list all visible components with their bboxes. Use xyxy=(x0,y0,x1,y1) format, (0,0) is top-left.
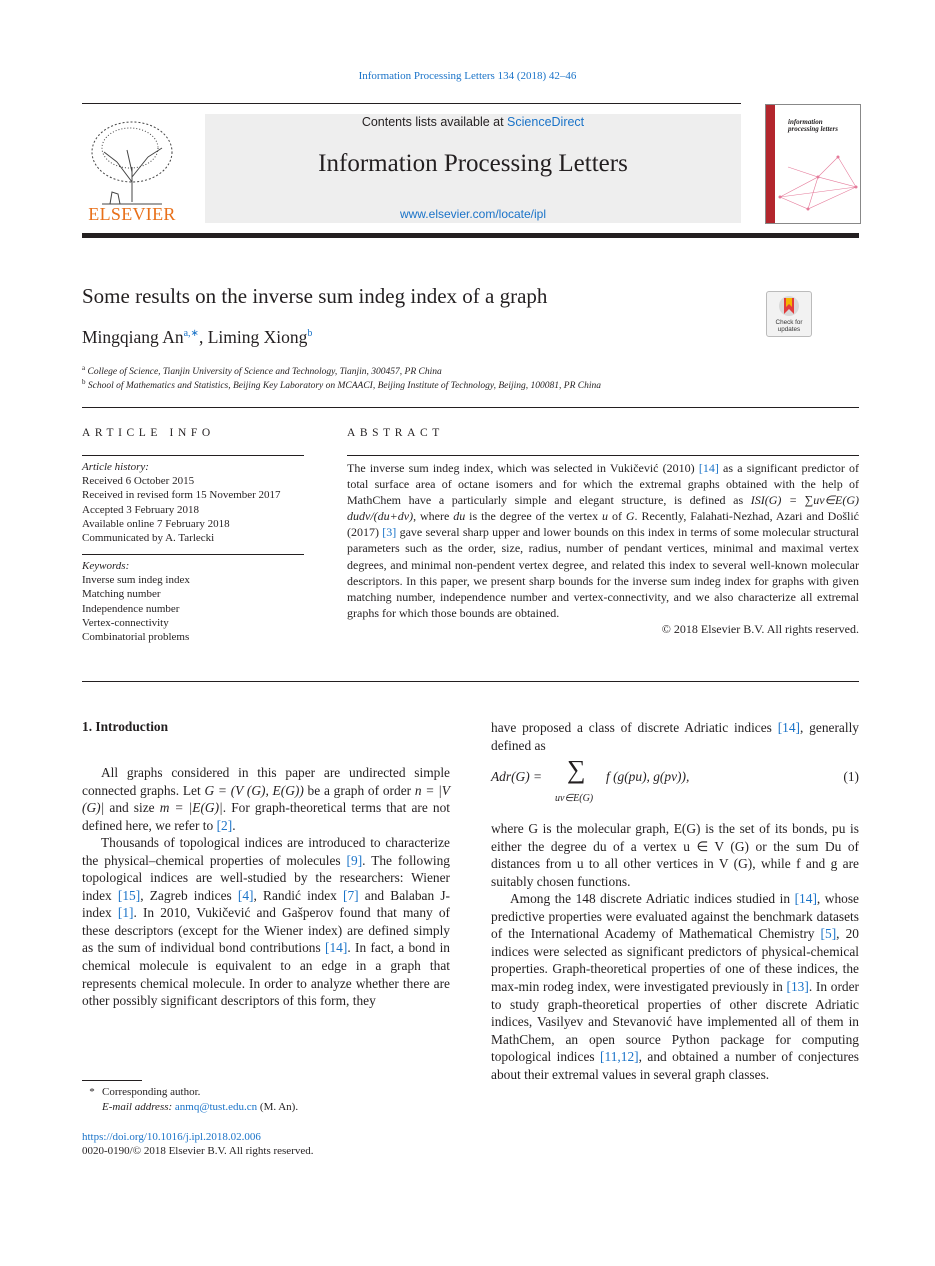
abstract-rule xyxy=(347,455,859,456)
journal-reference[interactable]: Information Processing Letters 134 (2018) 42–46 xyxy=(358,70,577,82)
citation-link[interactable]: [2] xyxy=(216,817,233,833)
header-rule xyxy=(82,103,741,104)
history-item: Communicated by A. Tarlecki xyxy=(82,532,215,545)
affiliation-a xyxy=(82,364,442,377)
math-symbol: du xyxy=(453,509,466,524)
email-link[interactable]: anmq@tust.edu.cn xyxy=(174,1101,258,1113)
text-segment: , Randić index xyxy=(253,887,344,903)
text-segment: , 20 indices were selected as significant predictors of physical-chemical properties. Graph-theoretical properties of one of these indices, the max-min rodeg index, were investigated previously in xyxy=(491,926,859,995)
article-info-heading: ARTICLE INFO xyxy=(82,427,215,439)
intro-paragraph xyxy=(491,890,859,1083)
check-for-updates-badge[interactable] xyxy=(766,291,812,337)
text-segment: be a graph of order xyxy=(303,782,415,798)
cover-graphic xyxy=(778,147,858,217)
author-name[interactable]: Liming Xiong xyxy=(207,327,308,347)
email-label: E-mail address: xyxy=(102,1101,175,1113)
text-segment: and Balaban J-index xyxy=(82,887,450,921)
history-item: Received 6 October 2015 xyxy=(82,475,195,488)
abstract-segment: . Recently, Falahati-Nezhad, Azari and Došlić (2017) xyxy=(347,509,859,540)
abstract-segment: is the degree of the vertex xyxy=(465,509,603,524)
citation-link[interactable]: [5] xyxy=(820,926,837,942)
text-segment: Thousands of topological indices are introduced to characterize the physical–chemical properties of molecules xyxy=(82,835,450,868)
keywords xyxy=(82,559,304,644)
text-segment: . In 2010, Vukičević and Gašperov found that many of these descriptors (except for the Wiener index) are defined simply as the sum of individual bond contributions xyxy=(82,905,450,956)
elsevier-wordmark: ELSEVIER xyxy=(88,204,176,224)
author-marks[interactable]: a,∗ xyxy=(183,328,199,339)
citation-link[interactable]: [11,12] xyxy=(600,1049,639,1065)
text-segment: have proposed a class of discrete Adriatic indices xyxy=(491,720,778,735)
body-rule xyxy=(82,681,859,682)
keyword: Vertex-connectivity xyxy=(82,616,169,629)
math-inline: n = |V (G)| xyxy=(82,782,450,816)
abstract-segment: , where xyxy=(413,509,454,524)
abstract-segment: of xyxy=(608,509,626,524)
affiliation-mark: a xyxy=(82,364,86,372)
citation-link[interactable]: [14] xyxy=(325,940,348,956)
abstract-text xyxy=(347,460,859,637)
header-thick-rule xyxy=(82,233,859,238)
article-info-rule xyxy=(82,455,304,456)
journal-url-link[interactable]: www.elsevier.com/locate/ipl xyxy=(399,207,547,221)
intro-paragraph xyxy=(82,764,450,834)
math-symbol: G xyxy=(625,509,635,524)
author-separator: , xyxy=(198,327,208,347)
abstract-segment: gave several sharp upper and lower bounds on this index in terms of some molecular structural parameters such as the order, size, radius, number of pendant vertices, minimal and maximal vertex degrees, and minimal non-pendent vertex degree, and related this index to several well-known molecular descriptors. In this paper, we present sharp bounds for the inverse sum indeg index for graphs with given matching number, independence number and vertex-connectivity, and we also characterize all extremal graphs for which those bounds are obtained. xyxy=(347,525,859,620)
text-segment: , and obtained a number of conjectures about their extremal values in several graph classes. xyxy=(491,1049,859,1082)
sciencedirect-link[interactable]: ScienceDirect xyxy=(507,115,585,129)
article-history xyxy=(82,460,304,545)
contents-prefix: Contents lists available at xyxy=(361,115,508,129)
equation-lhs: Adr(G) = xyxy=(491,769,543,785)
email-suffix: (M. An). xyxy=(257,1101,299,1113)
citation-link[interactable]: [14] xyxy=(777,720,801,735)
math-inline: G = (V (G), E(G)) xyxy=(204,782,304,798)
author-marks[interactable]: b xyxy=(307,328,313,339)
citation-link[interactable]: [3] xyxy=(382,525,397,540)
text-segment: . xyxy=(232,817,236,833)
keyword: Independence number xyxy=(82,602,180,615)
abstract-segment: The inverse sum indeg index, which was selected in Vukičević (2010) xyxy=(347,461,699,475)
footnote-rule xyxy=(82,1080,142,1081)
doi-link[interactable]: https://doi.org/10.1016/j.ipl.2018.02.006 xyxy=(82,1131,261,1143)
text-segment: . In order to study graph-theoretical properties of other discrete Adriatic indices, Vasilyev and Stevanović have implemented all of them in MathChem, an open source Python package for computing topological indices xyxy=(491,979,860,1065)
history-item: Available online 7 February 2018 xyxy=(82,517,230,530)
equation-1 xyxy=(491,754,859,818)
citation-link[interactable]: [14] xyxy=(794,891,817,907)
text-segment: , generally defined as xyxy=(491,720,859,753)
paper-title: Some results on the inverse sum indeg index of a graph xyxy=(82,284,548,308)
text-segment: All graphs considered in this paper are undirected simple connected graphs. Let xyxy=(82,765,450,798)
issn-copyright: 0020-0190/© 2018 Elsevier B.V. All rights reserved. xyxy=(82,1145,314,1157)
intro-paragraph xyxy=(82,834,450,1009)
intro-paragraph xyxy=(491,719,859,754)
math-symbol: u xyxy=(602,509,609,524)
journal-banner xyxy=(205,114,741,223)
equation-number: (1) xyxy=(843,769,859,785)
citation-link[interactable]: [4] xyxy=(237,887,254,903)
bookmark-icon xyxy=(778,295,800,317)
abstract-copyright: © 2018 Elsevier B.V. All rights reserved. xyxy=(661,621,859,636)
left-column xyxy=(82,764,450,1010)
affiliation-text: School of Mathematics and Statistics, Beijing Key Laboratory on MCAACI, Beijing Institute of Technology, Beijing, 100081, PR China xyxy=(87,381,602,392)
history-item: Accepted 3 February 2018 xyxy=(82,503,199,516)
author-name[interactable]: Mingqiang An xyxy=(82,327,184,347)
affiliation-text: College of Science, Tianjin University of Science and Technology, Tianjin, 300457, PR China xyxy=(87,367,442,378)
keyword: Matching number xyxy=(82,588,161,601)
text-segment: , whose predictive properties were evaluated against the benchmark datasets of the International Academy of Mathematical Chemistry xyxy=(491,891,859,942)
keywords-label: Keywords: xyxy=(82,560,130,572)
history-label: Article history: xyxy=(82,461,149,473)
author-list xyxy=(82,327,312,348)
cover-spine xyxy=(766,105,775,223)
abstract-segment: as a significant predictor of total surface area of octane isomers and for which the extremal graphs obtained with the help of MathChem have a particularly simple and elegant structure, is defined as xyxy=(347,461,859,508)
journal-title: Information Processing Letters xyxy=(318,150,628,177)
citation-link[interactable]: [1] xyxy=(117,905,134,921)
intro-paragraph: where G is the molecular graph, E(G) is the set of its bonds, pu is either the degree du of a vertex u ∈ V (G) or the sum Du of distances from u to all other vertices in V (G), while f and g are suitably chosen functions. xyxy=(491,821,859,889)
math-inline: m = |E(G)| xyxy=(159,800,223,816)
contents-line xyxy=(205,115,741,129)
affiliation-mark: b xyxy=(82,378,86,386)
text-segment: Among the 148 discrete Adriatic indices studied in xyxy=(510,891,795,907)
journal-cover[interactable] xyxy=(765,104,861,224)
citation-link[interactable]: [15] xyxy=(117,887,141,903)
sum-symbol: ∑ xyxy=(567,755,586,785)
cover-title: information processing letters xyxy=(788,118,838,133)
isi-formula: ISI(G) = ∑uv∈E(G) dudv/(du+dv) xyxy=(347,493,859,524)
keywords-rule xyxy=(82,554,304,555)
affiliations-rule xyxy=(82,407,859,408)
corresponding-author-footnote xyxy=(82,1085,298,1115)
history-item: Received in revised form 15 November 2017 xyxy=(82,489,281,502)
citation-link[interactable]: [13] xyxy=(786,979,809,995)
abstract-heading: ABSTRACT xyxy=(347,427,444,439)
text-segment: and size xyxy=(104,800,160,816)
affiliation-b xyxy=(82,378,601,391)
citation-link[interactable]: [9] xyxy=(346,852,363,868)
text-segment: . The following topological indices are well-studied by the researchers: Wiener index xyxy=(82,852,450,903)
check-updates-label: Check for updates xyxy=(775,319,803,333)
citation-link[interactable]: [7] xyxy=(343,887,359,903)
keyword: Combinatorial problems xyxy=(82,631,190,644)
section-heading-introduction: 1. Introduction xyxy=(82,719,169,734)
equation-subscript: uv∈E(G) xyxy=(555,793,594,805)
equation-rhs: f (g(pu), g(pv)), xyxy=(606,769,690,785)
right-column xyxy=(491,719,859,1083)
text-segment: . For graph-theoretical terms that are not defined here, we refer to xyxy=(82,800,450,833)
doi-block xyxy=(82,1130,314,1158)
footnote-text: Corresponding author. xyxy=(102,1086,201,1098)
citation-link[interactable]: [14] xyxy=(698,461,719,475)
text-segment: , Zagreb indices xyxy=(140,887,238,903)
text-segment: . In fact, a bond in chemical molecule is equivalent to an edge in a graph that represents chemical molecule. In order to analyze whether there are other possibly significant descriptors of this form, they xyxy=(82,940,450,1009)
keyword: Inverse sum indeg index xyxy=(82,574,190,587)
footnote-mark: * xyxy=(89,1086,95,1098)
